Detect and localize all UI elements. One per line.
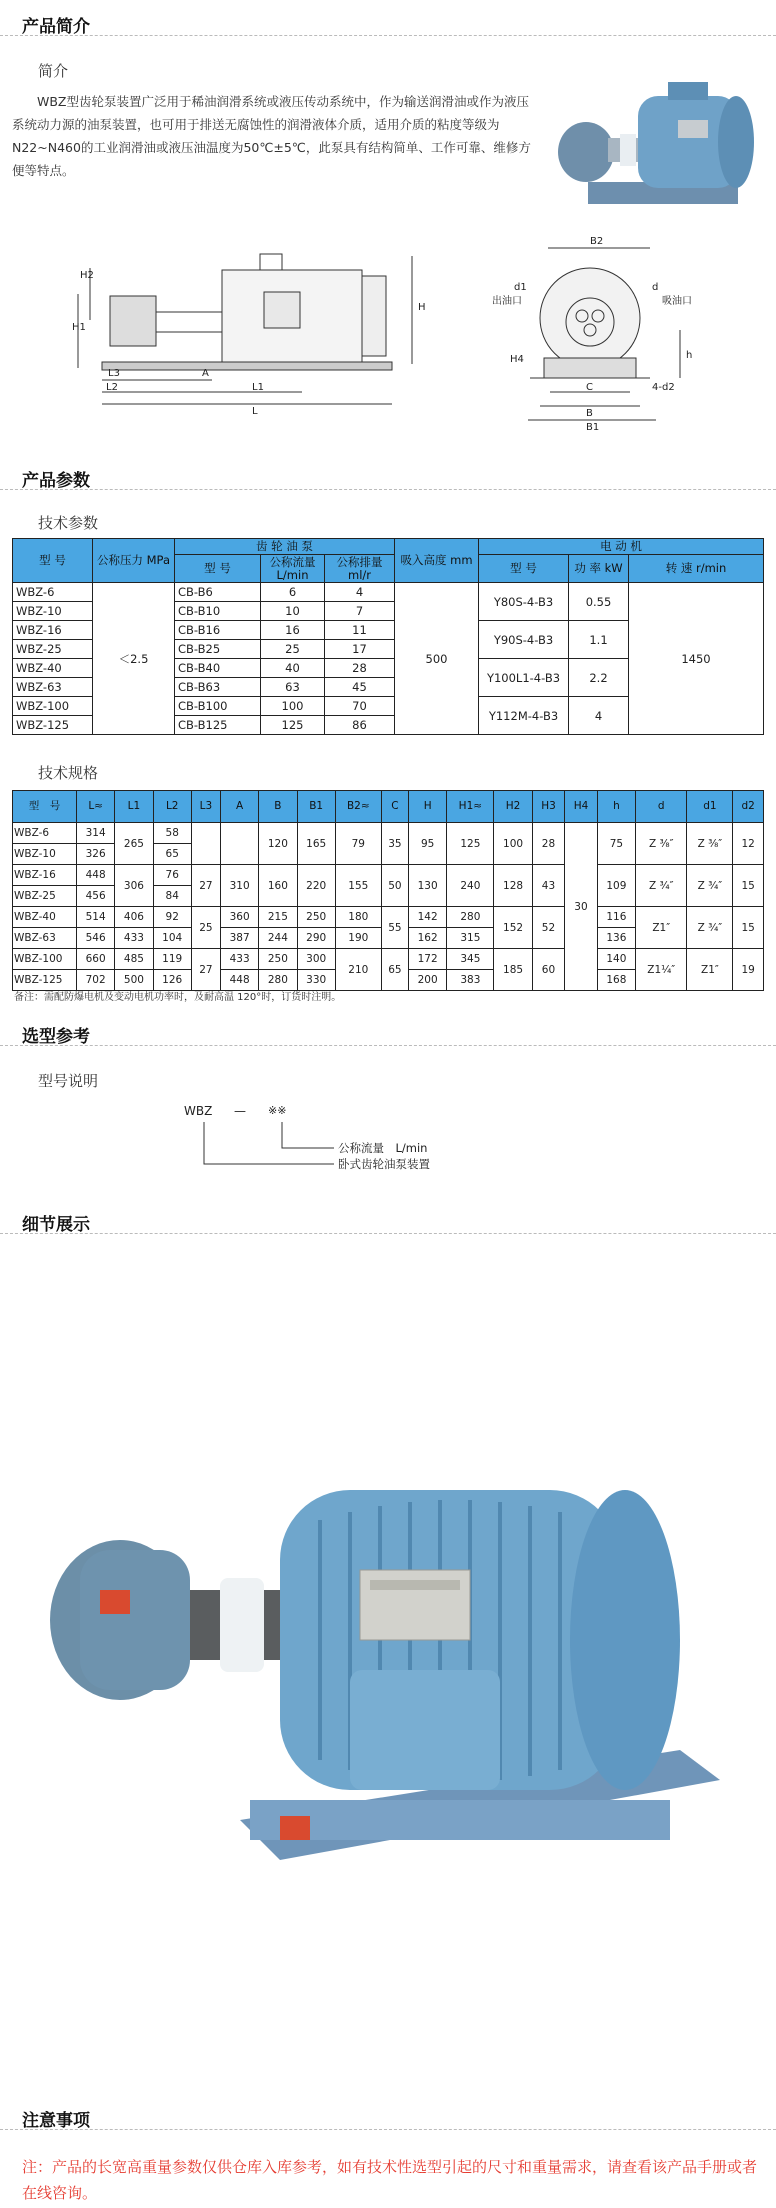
cell-pump: CB-B6 <box>175 583 261 602</box>
selection-subtitle: 型号说明 <box>38 1072 99 1090</box>
table-cell: 28 <box>532 823 565 865</box>
cell-pump: CB-B40 <box>175 659 261 678</box>
code-stars: ※※ <box>268 1104 287 1117</box>
table-cell: 406 <box>115 907 153 928</box>
table-cell: 75 <box>597 823 635 865</box>
cell-model: WBZ-16 <box>13 621 93 640</box>
table-cell: WBZ-25 <box>13 886 77 907</box>
th-spec-col: C <box>381 791 408 823</box>
model-code-diagram <box>184 1104 484 1184</box>
table-cell: 433 <box>220 949 258 970</box>
th-speed: 转 速 r/min <box>629 555 764 583</box>
cell-disp: 86 <box>325 716 395 735</box>
cell-motor-model: Y80S-4-B3 <box>479 583 569 621</box>
table-cell: 27 <box>191 865 220 907</box>
table-cell: 168 <box>597 970 635 991</box>
code-prefix: WBZ <box>184 1104 213 1118</box>
cell-disp: 28 <box>325 659 395 678</box>
cell-suction: 500 <box>395 583 479 735</box>
tech-specs-table <box>12 790 764 991</box>
table-cell: 125 <box>447 823 494 865</box>
th-motor: 电 动 机 <box>479 539 764 555</box>
th-motor-model: 型 号 <box>479 555 569 583</box>
table-cell: 43 <box>532 865 565 907</box>
table-cell: Z ³⁄₈″ <box>636 823 687 865</box>
label-l2: L2 <box>106 382 118 393</box>
table-cell: 52 <box>532 907 565 949</box>
label-outlet: 出油口 <box>492 296 522 307</box>
table-cell: 360 <box>220 907 258 928</box>
table-cell: Z1″ <box>636 907 687 949</box>
cell-pump: CB-B10 <box>175 602 261 621</box>
th-spec-col: L3 <box>191 791 220 823</box>
table-cell: 290 <box>297 928 335 949</box>
table-cell: 84 <box>153 886 191 907</box>
table-cell: 15 <box>733 865 764 907</box>
table-cell: 240 <box>447 865 494 907</box>
table-cell: 314 <box>77 823 115 844</box>
product-photo-large <box>40 1420 740 1900</box>
table-cell: 142 <box>409 907 447 928</box>
th-flow: 公称流量 L/min <box>261 555 325 583</box>
table-cell: 35 <box>381 823 408 865</box>
table-cell: 58 <box>153 823 191 844</box>
section-title: 细节展示 <box>22 1215 90 1235</box>
table-cell: 660 <box>77 949 115 970</box>
section-header-notice <box>0 2102 776 2130</box>
table-cell: 200 <box>409 970 447 991</box>
th-pressure: 公称压力 MPa <box>93 539 175 583</box>
cell-disp: 4 <box>325 583 395 602</box>
cell-model: WBZ-63 <box>13 678 93 697</box>
code-connector-lines <box>184 1104 484 1184</box>
table-cell: 250 <box>297 907 335 928</box>
tech-specs-subtitle: 技术规格 <box>38 764 99 782</box>
table-cell: 79 <box>335 823 381 865</box>
table-cell: 128 <box>494 865 532 907</box>
table-cell: 448 <box>220 970 258 991</box>
table-cell: 180 <box>335 907 381 928</box>
table-cell: 383 <box>447 970 494 991</box>
cell-pressure: ＜2.5 <box>93 583 175 735</box>
cell-disp: 11 <box>325 621 395 640</box>
table-cell <box>191 823 220 865</box>
product-photo-small <box>548 74 760 224</box>
table-cell: 30 <box>565 823 598 991</box>
cell-model: WBZ-10 <box>13 602 93 621</box>
table-cell: 116 <box>597 907 635 928</box>
cell-flow: 10 <box>261 602 325 621</box>
code-dash: — <box>234 1104 246 1118</box>
th-spec-col: B1 <box>297 791 335 823</box>
th-pump-model: 型 号 <box>175 555 261 583</box>
table-cell: 190 <box>335 928 381 949</box>
cell-disp: 70 <box>325 697 395 716</box>
label-4d2: 4-d2 <box>652 382 675 393</box>
table-cell: 514 <box>77 907 115 928</box>
section-title: 产品简介 <box>22 17 90 37</box>
label-l: L <box>252 406 258 416</box>
cell-pump: CB-B16 <box>175 621 261 640</box>
cell-disp: 7 <box>325 602 395 621</box>
cell-pump: CB-B25 <box>175 640 261 659</box>
table-cell: 152 <box>494 907 532 949</box>
th-spec-col: d1 <box>687 791 733 823</box>
cell-model: WBZ-100 <box>13 697 93 716</box>
table-cell: 433 <box>115 928 153 949</box>
table-cell: 130 <box>409 865 447 907</box>
th-suction: 吸入高度 mm <box>395 539 479 583</box>
table-cell: 120 <box>259 823 297 865</box>
table-cell: 280 <box>259 970 297 991</box>
label-l3: L3 <box>108 368 120 379</box>
table-cell: 702 <box>77 970 115 991</box>
th-spec-col: h <box>597 791 635 823</box>
label-h4: H4 <box>510 354 524 365</box>
section-header-detail <box>0 1206 776 1234</box>
table-cell: WBZ-100 <box>13 949 77 970</box>
table-cell: 250 <box>259 949 297 970</box>
label-d: d <box>652 282 659 293</box>
cell-flow: 25 <box>261 640 325 659</box>
table-cell: 310 <box>220 865 258 907</box>
table-cell: 306 <box>115 865 153 907</box>
table-cell: 300 <box>297 949 335 970</box>
table-cell: WBZ-10 <box>13 844 77 865</box>
cell-model: WBZ-6 <box>13 583 93 602</box>
intro-text: WBZ型齿轮泵装置广泛用于稀油润滑系统或液压传动系统中，作为输送润滑油或作为液压系统动力源的油泵装置，也可用于排送无腐蚀性的润滑液体介质，适用介质的粘度等级为N22~N460的工业润滑油或液压油温度为50℃±5℃，此泵具有结构简单、工作可靠、维修方便等特点。 <box>12 94 531 178</box>
table-cell: WBZ-63 <box>13 928 77 949</box>
cell-flow: 40 <box>261 659 325 678</box>
cell-model: WBZ-25 <box>13 640 93 659</box>
table-row <box>13 823 764 844</box>
cell-flow: 100 <box>261 697 325 716</box>
table-cell: 55 <box>381 907 408 949</box>
cell-flow: 6 <box>261 583 325 602</box>
th-pump: 齿 轮 油 泵 <box>175 539 395 555</box>
table-row <box>13 949 764 970</box>
table-row <box>13 865 764 886</box>
th-spec-col: H4 <box>565 791 598 823</box>
table-cell: 546 <box>77 928 115 949</box>
cell-power: 2.2 <box>569 659 629 697</box>
th-spec-col: d <box>636 791 687 823</box>
table-row <box>13 907 764 928</box>
table-cell: 160 <box>259 865 297 907</box>
label-h1: H1 <box>72 322 86 333</box>
table-cell: Z1″ <box>687 949 733 991</box>
section-header-intro <box>0 8 776 36</box>
th-power: 功 率 kW <box>569 555 629 583</box>
label-d1: d1 <box>514 282 527 293</box>
cell-flow: 16 <box>261 621 325 640</box>
th-spec-col: L1 <box>115 791 153 823</box>
section-title: 注意事项 <box>22 2111 90 2131</box>
table-cell: 109 <box>597 865 635 907</box>
table-cell: 326 <box>77 844 115 865</box>
section-title: 选型参考 <box>22 1027 90 1047</box>
th-displacement: 公称排量 ml/r <box>325 555 395 583</box>
table-cell: 95 <box>409 823 447 865</box>
th-spec-col: H3 <box>532 791 565 823</box>
th-model: 型 号 <box>13 539 93 583</box>
table-cell: 280 <box>447 907 494 928</box>
th-spec-col: H1≈ <box>447 791 494 823</box>
flow-label: 公称流量 L/min <box>338 1141 428 1155</box>
label-inlet: 吸油口 <box>662 296 692 307</box>
table-cell: 12 <box>733 823 764 865</box>
table-cell: 244 <box>259 928 297 949</box>
table-cell: WBZ-16 <box>13 865 77 886</box>
label-h: H <box>418 302 426 313</box>
table-cell: 215 <box>259 907 297 928</box>
table-cell: 448 <box>77 865 115 886</box>
table-cell: 92 <box>153 907 191 928</box>
label-c: C <box>586 382 593 393</box>
cell-pump: CB-B125 <box>175 716 261 735</box>
type-label: 卧式齿轮油泵装置 <box>338 1157 430 1171</box>
table-cell: 456 <box>77 886 115 907</box>
table-cell <box>220 823 258 865</box>
table-cell: 104 <box>153 928 191 949</box>
cell-power: 1.1 <box>569 621 629 659</box>
cell-disp: 17 <box>325 640 395 659</box>
table-cell: Z1¹⁄₄″ <box>636 949 687 991</box>
table-cell: WBZ-6 <box>13 823 77 844</box>
table-cell: 19 <box>733 949 764 991</box>
th-spec-col: L2 <box>153 791 191 823</box>
table-cell: 165 <box>297 823 335 865</box>
table-cell: 265 <box>115 823 153 865</box>
table-cell: 27 <box>191 949 220 991</box>
table-cell: 50 <box>381 865 408 907</box>
table-cell: 65 <box>381 949 408 991</box>
cell-power: 4 <box>569 697 629 735</box>
label-l1: L1 <box>252 382 264 393</box>
front-view-drawing <box>490 230 720 430</box>
side-view-drawing <box>72 248 432 416</box>
table-cell: WBZ-40 <box>13 907 77 928</box>
section-header-params <box>0 462 776 490</box>
table-cell: 345 <box>447 949 494 970</box>
table-cell: 65 <box>153 844 191 865</box>
tech-params-subtitle: 技术参数 <box>38 514 99 532</box>
spec-note: 备注：需配防爆电机及变动电机功率时，及耐高温 120°时，订货时注明。 <box>14 992 342 1003</box>
cell-disp: 45 <box>325 678 395 697</box>
table-cell: Z ³⁄₄″ <box>687 907 733 949</box>
label-b2: B2 <box>590 236 604 247</box>
table-cell: 185 <box>494 949 532 991</box>
table-cell: 76 <box>153 865 191 886</box>
label-b1: B1 <box>586 422 600 430</box>
table-cell: Z ³⁄₈″ <box>687 823 733 865</box>
notice-text: 注：产品的长宽高重量参数仅供仓库入库参考，如有技术性选型引起的尺寸和重量需求，请查看该产品手册或者在线咨询。 <box>22 2158 758 2202</box>
th-spec-col: B2≈ <box>335 791 381 823</box>
cell-power: 0.55 <box>569 583 629 621</box>
cell-flow: 63 <box>261 678 325 697</box>
th-spec-col: L≈ <box>77 791 115 823</box>
cell-model: WBZ-40 <box>13 659 93 678</box>
table-cell: 315 <box>447 928 494 949</box>
table-cell: 387 <box>220 928 258 949</box>
cell-speed: 1450 <box>629 583 764 735</box>
table-cell: WBZ-125 <box>13 970 77 991</box>
table-cell: 25 <box>191 907 220 949</box>
table-cell: 119 <box>153 949 191 970</box>
table-cell: 15 <box>733 907 764 949</box>
th-spec-col: 型 号 <box>13 791 77 823</box>
th-spec-col: B <box>259 791 297 823</box>
th-spec-col: A <box>220 791 258 823</box>
table-cell: 210 <box>335 949 381 991</box>
table-cell: 136 <box>597 928 635 949</box>
table-cell: Z ³⁄₄″ <box>636 865 687 907</box>
tech-params-table <box>12 538 764 735</box>
th-spec-col: H <box>409 791 447 823</box>
table-cell: 172 <box>409 949 447 970</box>
table-cell: 126 <box>153 970 191 991</box>
spec-header-row <box>13 791 764 823</box>
table-cell: 155 <box>335 865 381 907</box>
intro-subtitle: 简介 <box>38 62 69 80</box>
cell-pump: CB-B63 <box>175 678 261 697</box>
label-h-small: h <box>686 350 693 361</box>
table-cell: 60 <box>532 949 565 991</box>
cell-motor-model: Y112M-4-B3 <box>479 697 569 735</box>
th-spec-col: H2 <box>494 791 532 823</box>
spec-body <box>13 823 764 991</box>
table-cell: 220 <box>297 865 335 907</box>
table-cell: 162 <box>409 928 447 949</box>
section-header-selection <box>0 1018 776 1046</box>
label-a: A <box>202 368 209 379</box>
cell-flow: 125 <box>261 716 325 735</box>
table-cell: Z ³⁄₄″ <box>687 865 733 907</box>
table-cell: 100 <box>494 823 532 865</box>
cell-motor-model: Y100L1-4-B3 <box>479 659 569 697</box>
section-title: 产品参数 <box>22 471 90 491</box>
table-cell: 500 <box>115 970 153 991</box>
table-row <box>13 583 764 602</box>
table-cell: 140 <box>597 949 635 970</box>
cell-pump: CB-B100 <box>175 697 261 716</box>
label-h2: H2 <box>80 270 94 281</box>
cell-model: WBZ-125 <box>13 716 93 735</box>
th-spec-col: d2 <box>733 791 764 823</box>
table-cell: 485 <box>115 949 153 970</box>
table-cell: 330 <box>297 970 335 991</box>
cell-motor-model: Y90S-4-B3 <box>479 621 569 659</box>
label-b: B <box>586 408 593 419</box>
